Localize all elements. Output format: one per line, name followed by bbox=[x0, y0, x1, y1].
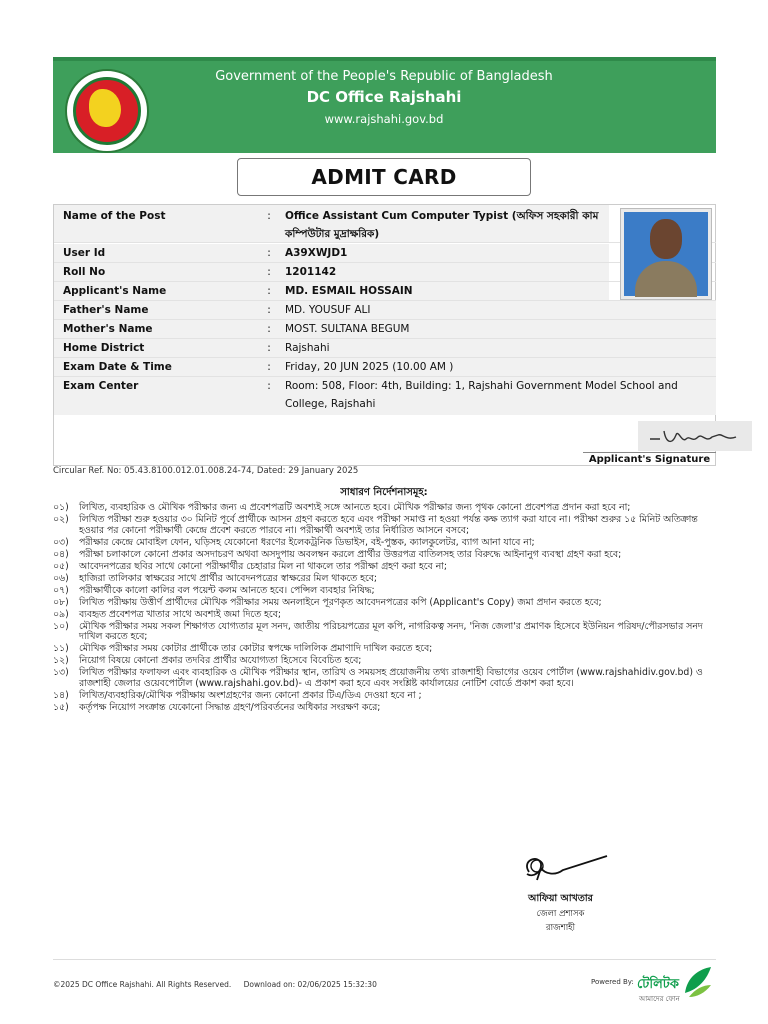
instruction-number: ০৭) bbox=[53, 584, 69, 596]
office-name: DC Office Rajshahi bbox=[306, 88, 462, 106]
colon: : bbox=[259, 358, 279, 376]
instruction-item bbox=[53, 691, 718, 702]
instruction-item bbox=[53, 550, 718, 561]
value-exam-center-line2: College, Rajshahi bbox=[285, 398, 376, 410]
officer-title: জেলা প্রশাসক bbox=[536, 909, 585, 919]
value-applicant-name: MD. ESMAIL HOSSAIN bbox=[279, 282, 609, 300]
govt-name: Government of the People's Republic of Bangladesh bbox=[215, 69, 553, 84]
instruction-text: কর্তৃপক্ষ নিয়োগ সংক্রান্ত যেকোনো সিদ্ধান্ত গ্রহণ/পরিবর্তনের অধিকার সংরক্ষণ করে; bbox=[79, 701, 381, 713]
instruction-text: লিখিত পরীক্ষা শুরু হওয়ার ৩০ মিনিট পূর্বে প্রার্থীকে আসন গ্রহণ করতে হবে এবং পরীক্ষা সমাপ্ত না হওয়া পর্যন্ত কক্ষ ত্যাগ করা যাবে না। পরীক্ষা শুরুর ১৫ মিনিট অতিক্রান্ত হওয়ার পর কোনো পরীক্ষার্থী কেন্দ্রে প্রবেশ করতে পারবে না। পরীক্ষার্থী অবশ্যই তার নির্ধারিত আসনে বসবে; bbox=[79, 514, 698, 536]
signature-scribble-icon bbox=[646, 425, 746, 449]
teletalk-leaf-icon bbox=[681, 965, 713, 999]
officer-signature-block bbox=[498, 850, 623, 935]
value-exam-center bbox=[279, 377, 716, 415]
instruction-number: ১৫) bbox=[53, 701, 69, 713]
label-father-name: Father's Name bbox=[54, 301, 259, 319]
instruction-text: মৌখিক পরীক্ষার সময় সকল শিক্ষাগত যোগ্যতার মূল সনদ, জাতীয় পরিচয়পত্রের মূল কপি, নাগরিকত্ব সনদ, 'নিজ জেলা'র প্রমাণক হিসেবে ইউনিয়ন পরিষদ/পৌরসভার সনদ দাখিল করতে হবে; bbox=[79, 620, 703, 642]
value-post-line2: কম্পিউটার মুদ্রাক্ষরিক) bbox=[285, 228, 380, 240]
instruction-text: লিখিত পরীক্ষার ফলাফল এবং ব্যবহারিক ও মৌখিক পরীক্ষার স্থান, তারিখ ও সময়সহ প্রয়োজনীয় তথ্য রাজশাহী বিভাগের ওয়েব পোর্টাল (www.rajshahidiv.gov.bd) ও রাজশাহী জেলার ওয়েবপোর্টাল (www.rajshahi.gov.bd)- এ প্রকাশ করা হবে এবং সংশ্লিষ্ট কার্যালয়ের নোটিশ বোর্ডে প্রকাশ করা হবে। bbox=[79, 667, 703, 689]
instruction-text: লিখিত, ব্যবহারিক ও মৌখিক পরীক্ষার জন্য এ প্রবেশপত্রটি অবশ্যই সঙ্গে আনতে হবে। মৌখিক পরীক্ষার জন্য পৃথক কোনো প্রবেশপত্র প্রদান করা হবে না; bbox=[79, 502, 631, 513]
value-mother-name: MOST. SULTANA BEGUM bbox=[279, 320, 716, 338]
instruction-number: ০১) bbox=[53, 502, 69, 513]
value-exam-center-line1: Room: 508, Floor: 4th, Building: 1, Rajshahi Government Model School and bbox=[285, 380, 678, 392]
row-home-district bbox=[54, 339, 716, 358]
colon: : bbox=[259, 282, 279, 300]
label-exam-center: Exam Center bbox=[54, 377, 259, 415]
instruction-item bbox=[53, 622, 718, 643]
value-exam-date: Friday, 20 JUN 2025 (10.00 AM ) bbox=[279, 358, 716, 376]
office-website[interactable]: www.rajshahi.gov.bd bbox=[324, 112, 444, 126]
instruction-item bbox=[53, 538, 718, 549]
footer-divider bbox=[53, 959, 716, 960]
applicant-info-table bbox=[53, 204, 716, 466]
label-home-district: Home District bbox=[54, 339, 259, 357]
footer-text bbox=[53, 980, 387, 989]
row-applicant-name bbox=[54, 282, 716, 301]
instruction-text: পরীক্ষার কেন্দ্রে মোবাইল ফোন, ঘড়িসহ যেকোনো ধরণের ইলেকট্রনিক ডিভাইস, বই-পুস্তক, ক্যালকুলেটর, ব্যাগ আনা যাবে না; bbox=[79, 536, 535, 548]
download-timestamp: Download on: 02/06/2025 15:32:30 bbox=[243, 980, 377, 989]
row-father-name bbox=[54, 301, 716, 320]
colon: : bbox=[259, 301, 279, 319]
instructions-list bbox=[53, 503, 718, 715]
row-roll-no bbox=[54, 263, 716, 282]
admit-card-title: ADMIT CARD bbox=[237, 158, 531, 196]
instruction-number: ১১) bbox=[53, 643, 69, 654]
colon: : bbox=[259, 320, 279, 338]
instruction-item bbox=[53, 656, 718, 667]
instruction-number: ১০) bbox=[53, 620, 69, 632]
instruction-text: মৌখিক পরীক্ষার সময় কোটার প্রার্থীকে তার কোটার স্বপক্ষে দালিলিক প্রমাণাদি দাখিল করতে হবে; bbox=[79, 643, 433, 654]
label-user-id: User Id bbox=[54, 244, 259, 262]
instruction-text: ব্যবহৃত প্রবেশপত্র খাতার সাথে অবশ্যই জমা দিতে হবে; bbox=[79, 608, 281, 620]
colon: : bbox=[259, 205, 279, 242]
instruction-number: ০৮) bbox=[53, 596, 69, 608]
instruction-item bbox=[53, 515, 718, 536]
circular-reference: Circular Ref. No: 05.43.8100.012.01.008.24-74, Dated: 29 January 2025 bbox=[53, 466, 359, 476]
instruction-item bbox=[53, 598, 718, 609]
bangladesh-map-icon bbox=[89, 89, 121, 127]
header-banner bbox=[53, 57, 716, 153]
colon: : bbox=[259, 263, 279, 281]
instruction-text: পরীক্ষা চলাকালে কোনো প্রকার অসদাচরণ অথবা অসদুপায় অবলম্বন করলে প্রার্থীর উত্তরপত্র বাতিলসহ তার বিরুদ্ধে আইনানুগ ব্যবস্থা গ্রহণ করা হবে; bbox=[79, 548, 622, 560]
officer-name: আফিয়া আখতার bbox=[528, 893, 593, 904]
powered-by-label: Powered By: bbox=[591, 978, 634, 986]
instruction-text: আবেদনপত্রের ছবির সাথে কোনো পরীক্ষার্থীর চেহারার মিল না থাকলে তার পরীক্ষা গ্রহণ করা হবে না; bbox=[79, 560, 448, 572]
instruction-item bbox=[53, 574, 718, 585]
teletalk-tagline: আমাদের ফোন bbox=[639, 995, 680, 1003]
row-user-id bbox=[54, 244, 716, 263]
instruction-item bbox=[53, 668, 718, 689]
value-father-name: MD. YOUSUF ALI bbox=[279, 301, 716, 319]
instructions-title: সাধারণ নির্দেশনাসমূহ: bbox=[340, 487, 428, 498]
bangladesh-govt-seal-icon bbox=[65, 69, 149, 153]
instruction-number: ০২) bbox=[53, 514, 69, 525]
label-exam-date: Exam Date & Time bbox=[54, 358, 259, 376]
officer-place: রাজশাহী bbox=[545, 923, 576, 933]
label-post: Name of the Post bbox=[54, 205, 259, 242]
instruction-item bbox=[53, 586, 718, 597]
instruction-number: ০৯) bbox=[53, 608, 69, 620]
label-applicant-name: Applicant's Name bbox=[54, 282, 259, 300]
instruction-number: ১২) bbox=[53, 655, 69, 666]
value-roll-no: 1201142 bbox=[279, 263, 609, 281]
instruction-item bbox=[53, 644, 718, 655]
instruction-item bbox=[53, 562, 718, 573]
value-user-id: A39XWJD1 bbox=[279, 244, 609, 262]
instruction-text: হাজিরা তালিকার স্বাক্ষরের সাথে প্রার্থীর আবেদনপত্রের স্বাক্ষরের মিল থাকতে হবে; bbox=[79, 572, 378, 584]
instruction-number: ১৪) bbox=[53, 689, 69, 701]
instruction-number: ০৩) bbox=[53, 536, 69, 548]
instruction-number: ০৬) bbox=[53, 572, 69, 584]
value-post-line1: Office Assistant Cum Computer Typist (অফিস সহকারী কাম bbox=[285, 210, 599, 222]
applicant-signature-label: Applicant's Signature bbox=[583, 452, 716, 466]
label-roll-no: Roll No bbox=[54, 263, 259, 281]
applicant-signature-image bbox=[638, 421, 752, 451]
applicant-photo bbox=[620, 208, 712, 300]
label-mother-name: Mother's Name bbox=[54, 320, 259, 338]
instruction-text: লিখিত/ব্যবহারিক/মৌখিক পরীক্ষায় অংশগ্রহণের জন্য কোনো প্রকার টিএ/ডিএ দেওয়া হবে না ; bbox=[79, 689, 422, 701]
colon: : bbox=[259, 377, 279, 415]
instruction-item bbox=[53, 703, 718, 714]
copyright-text: ©2025 DC Office Rajshahi. All Rights Reserved. bbox=[53, 980, 232, 989]
value-home-district: Rajshahi bbox=[279, 339, 716, 357]
row-exam-date bbox=[54, 358, 716, 377]
instruction-number: ০৫) bbox=[53, 560, 69, 572]
instruction-number: ১৩) bbox=[53, 667, 69, 678]
colon: : bbox=[259, 244, 279, 262]
instruction-item bbox=[53, 503, 718, 514]
instruction-number: ০৪) bbox=[53, 548, 69, 560]
row-post bbox=[54, 205, 716, 243]
instruction-item bbox=[53, 610, 718, 621]
teletalk-brand: টেলিটক bbox=[637, 977, 679, 992]
instruction-text: লিখিত পরীক্ষায় উত্তীর্ণ প্রার্থীদের মৌখিক পরীক্ষার সময় অনলাইনে পূরণকৃত আবেদনপত্রের কপি (Applicant's Copy) জমা প্রদান করতে হবে; bbox=[79, 596, 602, 608]
officer-signature-icon bbox=[511, 850, 611, 888]
row-exam-center bbox=[54, 377, 716, 415]
instruction-text: নিয়োগ বিষয়ে কোনো প্রকার তদবির প্রার্থীর অযোগ্যতা হিসেবে বিবেচিত হবে; bbox=[79, 655, 362, 666]
value-post bbox=[279, 205, 609, 242]
colon: : bbox=[259, 339, 279, 357]
teletalk-logo[interactable] bbox=[637, 963, 717, 1003]
row-mother-name bbox=[54, 320, 716, 339]
instruction-text: পরীক্ষার্থীকে কালো কালির বল পয়েন্ট কলম আনতে হবে। পেন্সিল ব্যবহার নিষিদ্ধ; bbox=[79, 584, 375, 596]
